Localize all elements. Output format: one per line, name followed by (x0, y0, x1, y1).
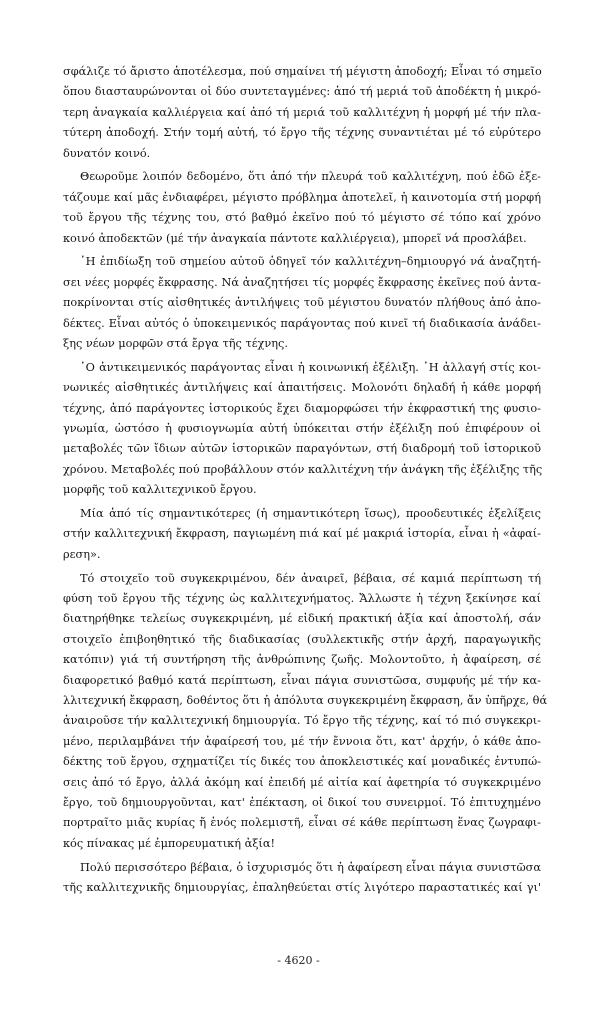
paragraph-line: χρόνου. Μεταβολές πού προβάλλουν στόν καλλιτέχνη τήν ἀνάγκη τῆς ἐξέλιξης τῆς (63, 462, 543, 476)
paragraph-line: τέχνης, ἀπό παράγοντες ἱστορικούς ἔχει διαμορφώσει τήν ἐκφραστική της φυσιο- (63, 401, 541, 415)
paragraph-line: Θεωροῦμε λοιπόν δεδομένο, ὅτι ἀπό τήν πλευρά τοῦ καλλιτέχνη, πού ἐδῶ ἐξε- (80, 170, 541, 184)
paragraph-line: στήν καλλιτεχνική ἔκφραση, παγιωμένη πιά καί μέ μακριά ἱστορία, εἶναι ἡ «ἀφαί- (63, 527, 541, 541)
paragraph-line: κατόπιν) γιά τή συντήρηση τῆς ἀνθρώπινης ζωῆς. Μολοντοῦτο, ἡ ἀφαίρεση, σέ (63, 653, 541, 667)
paragraph-line: σεις ἀπό τό ἔργο, ἀλλά ἀκόμη καί ἐπειδή μέ αἰτία καί ἀφετηρία τό συγκεκριμένο (63, 775, 541, 789)
paragraph-line: τάζουμε καί μᾶς ἐνδιαφέρει, μέγιστο πρόβλημα ἀποτελεῖ, ἡ καινοτομία στή μορφή (63, 190, 541, 204)
paragraph-line: κός πίνακας μέ ἐμπορευματική ἀξία! (63, 836, 276, 850)
paragraph-line: νωνικές αἰσθητικές ἀντιλήψεις καί ἀπαιτήσεις. Μολονότι δηλαδή ἡ κάθε μορφή (63, 381, 541, 395)
paragraph-line: πορτραῖτο μιᾶς κυρίας ἤ ἑνός πολεμιστῆ, εἶναι σέ κάθε περίπτωση ἕνας ζωγραφι- (63, 816, 541, 830)
paragraph-line: ὅπου διασταυρώνονται οἱ δύο συντεταγμένες: ἀπό τή μεριά τοῦ ἀποδέκτη ἡ μικρό- (63, 85, 541, 99)
paragraph-line: μορφῆς τοῦ καλλιτεχνικοῦ ἔργου. (63, 483, 257, 497)
paragraph-line: ῾Η ἐπιδίωξη τοῦ σημείου αὐτοῦ ὁδηγεῖ τόν καλλιτέχνη–δημιουργό νά ἀναζητή- (80, 255, 541, 269)
paragraph-line: μεταβολές τῶν ἴδιων αὐτῶν ἱστορικῶν παραγόντων, στή διαδρομή τοῦ ἱστορικοῦ (63, 442, 541, 456)
paragraph-line: σει νέες μορφές ἔκφρασης. Νά ἀναζητήσει τίς μορφές ἔκφρασης ἐκεῖνες πού ἀντα- (63, 275, 541, 289)
paragraph-line: τοῦ ἔργου τῆς τέχνης του, στό βαθμό ἐκεῖνο πού τό μέγιστο σέ τόπο καί χρόνο (63, 211, 541, 225)
paragraph-line: σφάλιζε τό ἄριστο ἀποτέλεσμα, πού σημαίνει τή μέγιστη ἀποδοχή; Εἶναι τό σημεῖο (63, 65, 542, 78)
paragraph-line: ἔργο, τοῦ δημιουργοῦνται, κατ' ἐπέκταση, οἱ δικοί του συνειρμοί. Τό ἐπιτυχημένο (63, 796, 541, 809)
paragraph-line: διαφορετικό βαθμό κατά περίπτωση, εἶναι πάγια συνιστῶσα, συμφυής μέ τήν κα- (63, 673, 541, 687)
paragraph-line: γνωμία, ὡστόσο ἡ φυσιογνωμία αὐτή ὑπόκειται στήν ἐξέλιξη πού ἐπιφέρουν οἱ (63, 422, 541, 435)
paragraph-line: στοιχεῖο ἐπιβοηθητικό τῆς διαδικασίας (συλλεκτικῆς στήν ἀρχή, παραγωγικῆς (63, 632, 541, 646)
paragraph-line: τύτερη ἀποδοχή. Στήν τομή αὐτή, τό ἔργο τῆς τέχνης συναντιέται μέ τό εὐρύτερο (63, 126, 541, 140)
paragraph-line: δέκτες. Εἶναι αὐτός ὁ ὑποκειμενικός παράγοντας πού κινεῖ τή διαδικασία ἀνάδει- (63, 316, 541, 330)
paragraph-line: Μία ἀπό τίς σημαντικότερες (ἡ σημαντικότερη ἴσως), προοδευτικές ἐξελίξεις (80, 507, 541, 520)
paragraph-line: φύση τοῦ ἔργου τῆς τέχνης ὡς καλλιτεχνήματος. Ἄλλωστε ἡ τέχνη ξεκίνησε καί (63, 592, 541, 605)
paragraph-line: ἀναιροῦσε τήν καλλιτεχνική δημιουργία. Τό ἔργο τῆς τέχνης, καί τό πιό συγκεκρι- (63, 714, 541, 728)
paragraph-line: διατηρήθηκε τελείως συγκεκριμένη, μέ εἰδική πρακτική ἀξία καί ἀποστολή, σάν (63, 612, 541, 626)
paragraph-line: Τό στοιχεῖο τοῦ συγκεκριμένου, δέν ἀναιρεῖ, βέβαια, σέ καμιά περίπτωση τή (80, 571, 541, 585)
paragraph-line: δέκτης τοῦ ἔργου, σχηματίζει τίς δικές του ἀποκλειστικές καί μοναδικές ἐντυπώ- (63, 755, 541, 769)
paragraph-line: κοινό ἀποδεκτῶν (μέ τήν ἀναγκαία πάντοτε καλλιέργεια), μπορεῖ νά προσλάβει. (63, 231, 527, 245)
page-number: - 4620 - (277, 954, 320, 967)
paragraph-line: ρεση». (63, 547, 101, 561)
paragraph-line: δυνατόν κοινό. (63, 146, 151, 160)
paragraph-line: ξης νέων μορφῶν στά ἔργα τῆς τέχνης. (63, 337, 288, 350)
paragraph-line: ῾Ο ἀντικειμενικός παράγοντας εἶναι ἡ κοινωνική ἐξέλιξη. ῾Η ἀλλαγή στίς κοι- (80, 360, 541, 374)
paragraph-line: τῆς καλλιτεχνικῆς δημιουργίας, ἐπαληθεύεται στίς λιγότερο παραστατικές καί γι' (63, 881, 541, 894)
paragraph-line: Πολύ περισσότερο βέβαια, ὁ ἰσχυρισμός ὅτι ἡ ἀφαίρεση εἶναι πάγια συνιστῶσα (80, 860, 541, 874)
paragraph-line: μένο, περιλαμβάνει τήν ἀφαίρεσή του, μέ τήν ἔννοια ὅτι, κατ' ἀρχήν, ὁ κάθε ἀπο- (63, 734, 541, 748)
paragraph-line: τερη ἀναγκαία καλλιέργεια καί ἀπό τή μεριά τοῦ καλλιτέχνη ἡ μορφή μέ τήν πλα- (63, 105, 541, 119)
paragraph-line: λλιτεχνική ἔκφραση, δοθέντος ὅτι ἡ ἀπόλυτα συγκεκριμένη ἔκφραση, ἄν ὑπῆρχε, θά (63, 694, 548, 707)
paragraph-line: ποκρίνονται στίς αἰσθητικές ἀντιλήψεις τοῦ μέγιστου δυνατόν πλήθους ἀπό ἀπο- (63, 296, 541, 310)
